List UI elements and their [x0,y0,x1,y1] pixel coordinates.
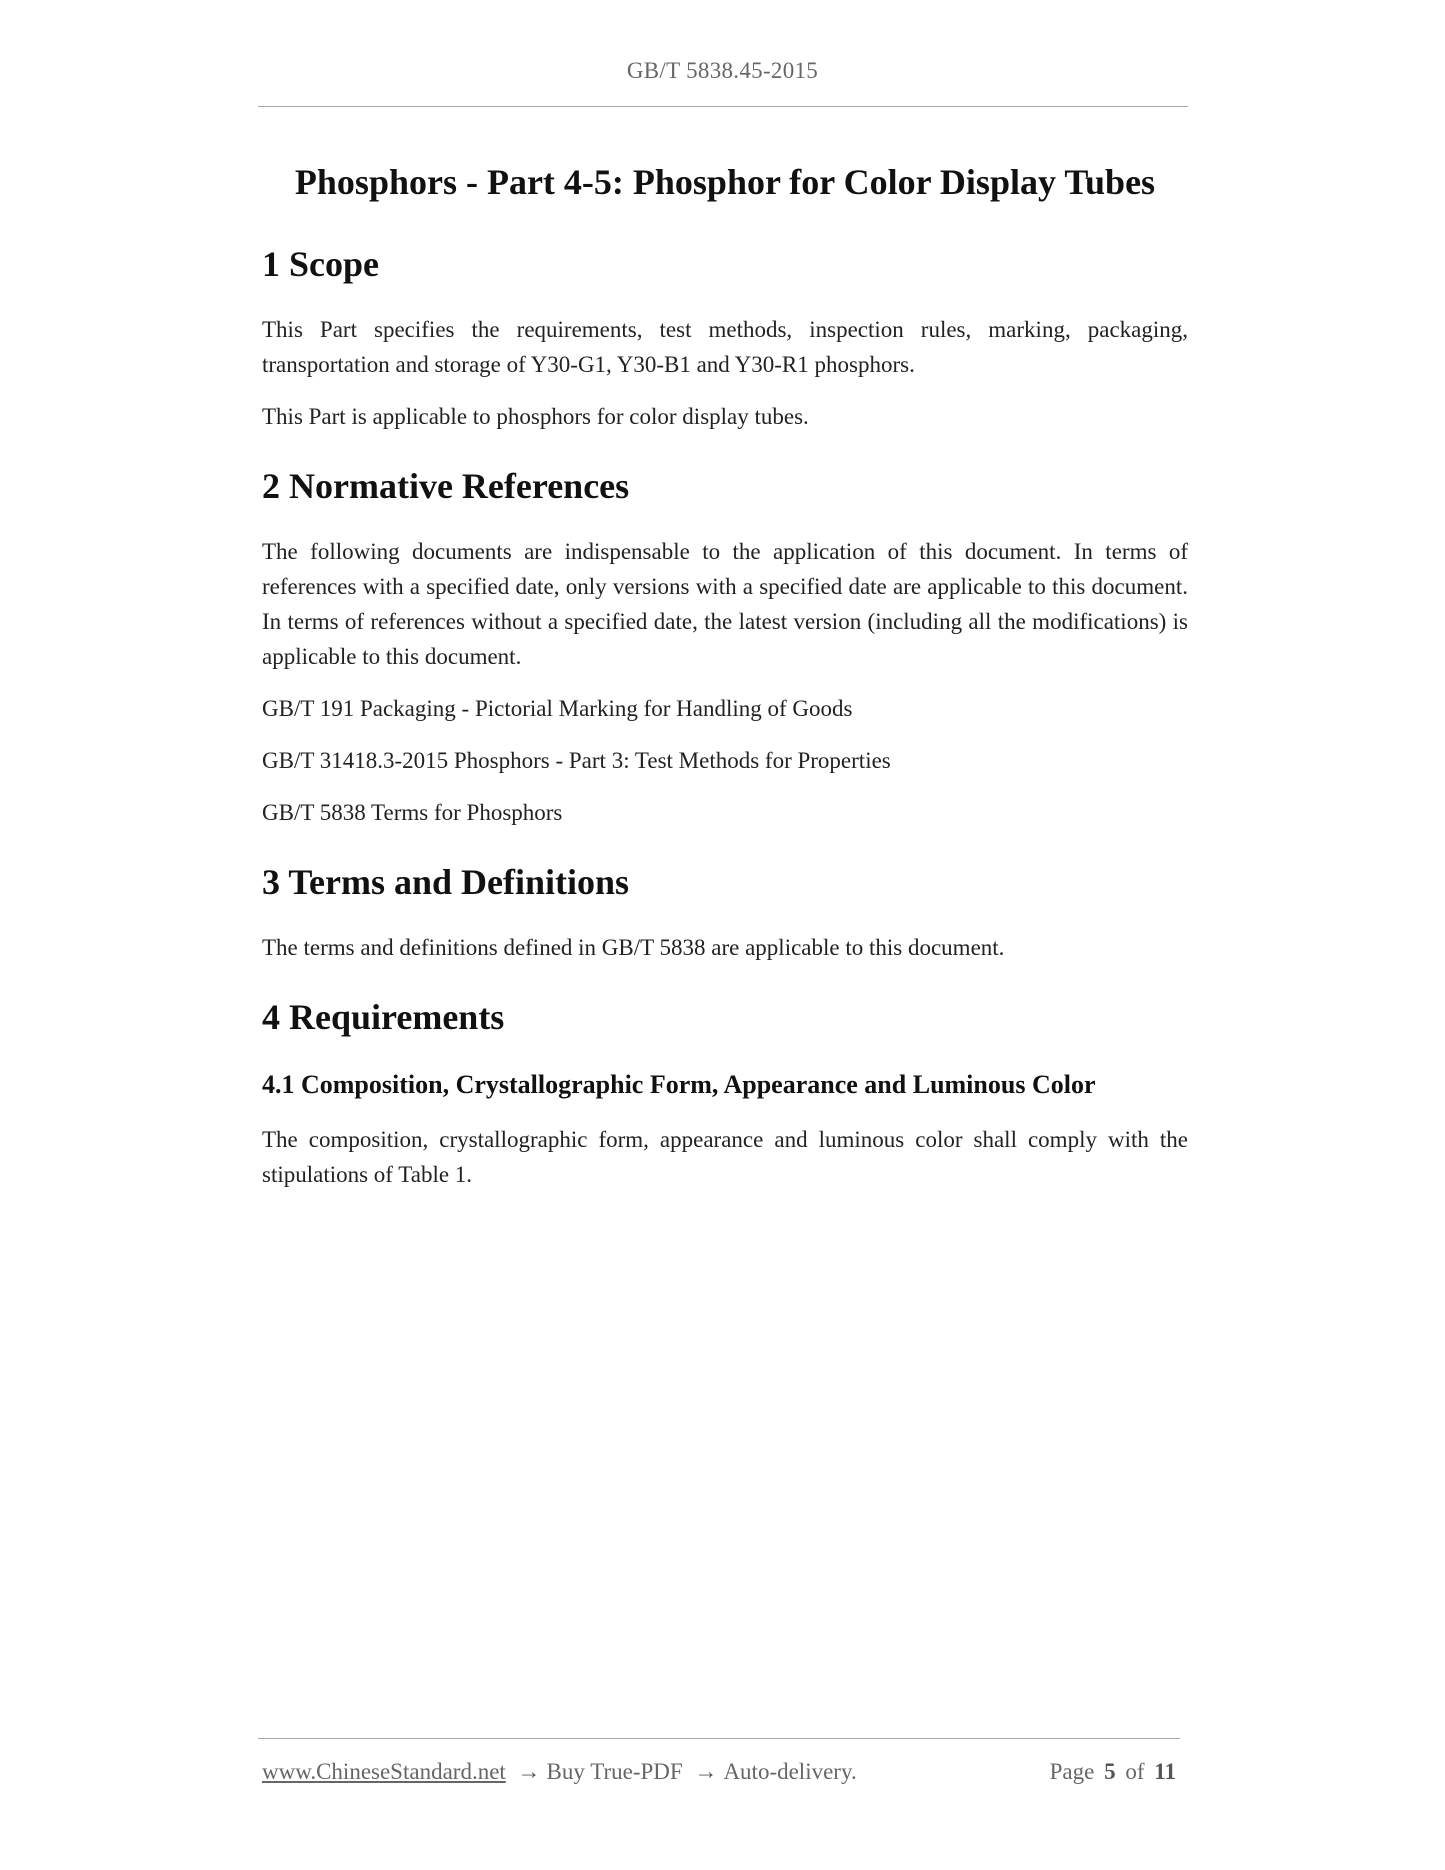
page-footer [262,1755,1180,1789]
arrow-right-icon: → [694,1759,718,1784]
header-standard-code: GB/T 5838.45-2015 [626,58,819,83]
page-counter [1050,1755,1180,1789]
total-pages-number: 11 [1154,1759,1176,1784]
auto-delivery-text: Auto-delivery. [723,1759,857,1784]
arrow-right-icon: → [517,1759,541,1784]
section-heading-scope: 1 Scope [262,244,379,284]
section-heading-normative-references: 2 Normative References [262,466,630,506]
reference-item: GB/T 31418.3-2015 Phosphors - Part 3: Test Methods for Properties [262,748,891,773]
section-heading-terms-definitions: 3 Terms and Definitions [262,862,630,902]
document-title: Phosphors - Part 4-5: Phosphor for Color Display Tubes [294,162,1156,202]
of-label: of [1125,1759,1145,1784]
current-page-number: 5 [1104,1759,1116,1784]
footer-divider [258,1738,1180,1739]
normative-references-paragraph: The following documents are indispensable to the application of this document. In terms of references with a specified date, only versions with a specified date are applicable to this document. In terms of references without a specified date, the latest version (including all the modifications) is applicable to this document. [262,539,1188,669]
terms-definitions-paragraph: The terms and definitions defined in GB/T 5838 are applicable to this document. [262,935,1005,960]
reference-item: GB/T 5838 Terms for Phosphors [262,800,563,825]
scope-paragraph: This Part is applicable to phosphors for color display tubes. [262,404,809,429]
subsection-heading-composition: 4.1 Composition, Crystallographic Form, Appearance and Luminous Color [262,1070,1096,1099]
composition-paragraph: The composition, crystallographic form, appearance and luminous color shall comply with the stipulations of Table 1. [262,1127,1188,1187]
section-heading-requirements: 4 Requirements [262,997,505,1037]
scope-paragraph: This Part specifies the requirements, test methods, inspection rules, marking, packaging, transportation and storage of Y30-G1, Y30-B1 and Y30-R1 phosphors. [262,317,1188,377]
website-link[interactable]: www.ChineseStandard.net [262,1759,506,1784]
reference-item: GB/T 191 Packaging - Pictorial Marking for Handling of Goods [262,696,853,721]
footer-promo [262,1755,857,1789]
buy-true-pdf-text: Buy True-PDF [546,1759,683,1784]
page-content [262,140,1188,1192]
page-label: Page [1049,1759,1095,1784]
header-divider [258,106,1188,107]
